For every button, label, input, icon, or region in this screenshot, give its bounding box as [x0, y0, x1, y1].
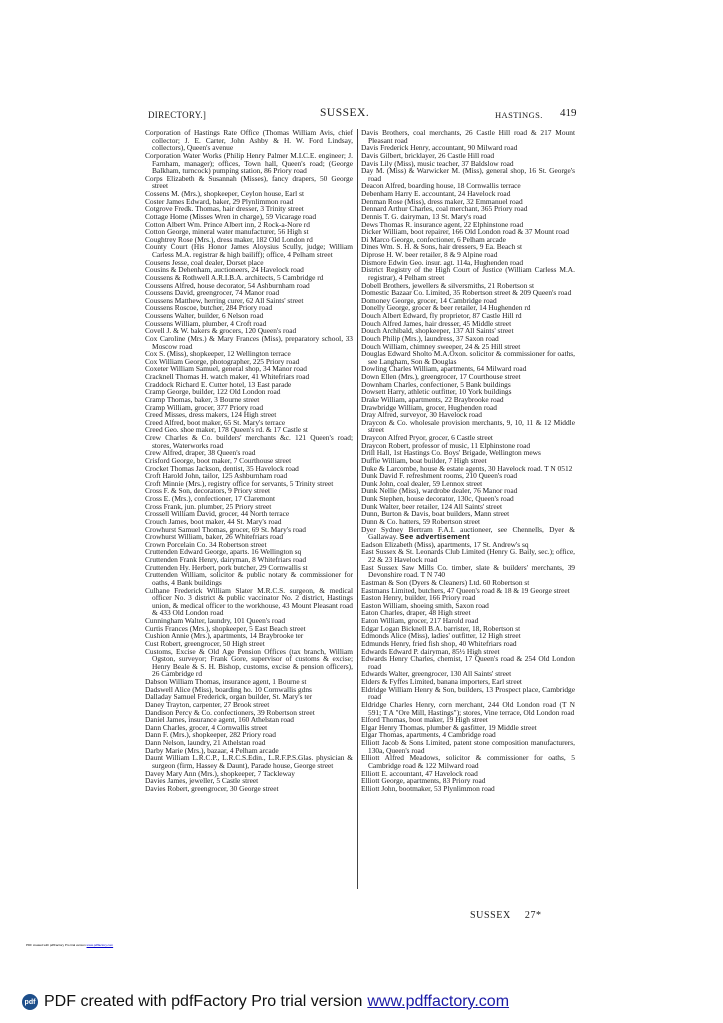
entry-text: East Sussex Saw Mills Co. timber, slate & builders' merchants, 39 Devonshire road. T N 740: [361, 562, 575, 580]
directory-entry: [145, 571, 353, 586]
entry-text: County Court (His Honor James Aloysius Scully, judge; William Carless M.A. registrar & high bailiff); office, 4 Pelham street: [145, 242, 353, 259]
pdffactory-link[interactable]: www.pdffactory.com: [367, 993, 510, 1010]
signature-county: SUSSEX: [470, 910, 511, 921]
page-number: 419: [560, 107, 577, 119]
entry-text: Dunk Stephen, house decorator, 130c, Queen's road: [361, 494, 514, 503]
entry-text: Cruttenden Edward George, aparts. 16 Wellington sq: [145, 547, 302, 557]
entry-text: Coussens William, plumber, 4 Croft road: [145, 318, 267, 328]
entry-text: Cox William George, photographer, 225 Priory road: [145, 356, 300, 366]
entry-text: Corps Elizabeth & Susannah (Misses), fancy drapers, 50 George street: [145, 173, 353, 191]
entry-text: Daunt William L.R.C.P., L.R.C.S.Edin., L.R.F.P.S.Glas. physician & surgeon (firm, Hassey & Daunt), Parade house, George street: [145, 753, 353, 770]
directory-entry: [145, 243, 353, 258]
entry-text: Cross F. & Son, decorators, 9 Priory street: [145, 486, 271, 496]
entry-text: Cushion Annie (Mrs.), apartments, 14 Braybrooke ter: [145, 631, 304, 641]
entry-text: Dines Wm. S. H. & Sons, hair dressers, 9 Ea. Beach st: [361, 242, 522, 252]
entry-text: Douch Philip (Mrs.), laundress, 37 Saxon road: [361, 333, 499, 343]
entry-text: Cunningham Walter, laundry, 101 Queen's road: [145, 616, 286, 625]
entry-text: Crossell William David, grocer, 44 North terrace: [145, 509, 290, 519]
entry-text: Cox Caroline (Mrs.) & Mary Frances (Miss), preparatory school, 33 Moscow road: [145, 333, 353, 351]
entry-text: Dobell Brothers, jewellers & silversmiths, 21 Robertson st: [361, 280, 535, 290]
entry-text: Debenham Harry E. accountant, 24 Havelock road: [361, 189, 511, 198]
entry-text: Cousens Jesse, coal dealer, Dorset place: [145, 257, 264, 267]
entry-text: Coussens Alfred, house decorator, 54 Ashburnham road: [145, 280, 310, 290]
entry-text: Dennard Arthur Charles, coal merchant, 365 Priory road: [361, 204, 528, 214]
entry-text: Douch William, chimney sweeper, 24 & 25 Hill street: [361, 341, 521, 351]
entry-text: Denman Rose (Miss), dress maker, 32 Emmanuel road: [361, 196, 523, 206]
entry-text: Easton William, shoeing smith, Saxon road: [361, 600, 489, 610]
entry-text: Dunk Nellie (Miss), wardrobe dealer, 76 Manor road: [361, 486, 518, 496]
entry-text: Dunn & Co. hatters, 59 Robertson street: [361, 516, 481, 526]
entry-text: Elliott George, apartments, 83 Priory road: [361, 776, 486, 786]
entry-text: Eldridge Charles Henry, corn merchant, 244 Old London road (T N 591; T A "Ore Mill, Hastings"); stores, Vine terrace, Old London road: [361, 699, 575, 717]
directory-entry: [361, 350, 575, 365]
entry-text: Drawbridge William, grocer, Hughenden road: [361, 402, 497, 412]
entry-text: Davies Robert, greengrocer, 30 George street: [145, 783, 279, 793]
running-head-town: HASTINGS.: [495, 110, 543, 120]
directory-column-left: [145, 129, 353, 792]
directory-entry: [361, 754, 575, 769]
entry-text: Cotton Albert Wm. Prince Albert inn, 2 Rock-a-Nore rd: [145, 219, 310, 229]
entry-text: Crisford George, boot maker, 7 Courthouse street: [145, 455, 292, 465]
entry-text: Dandison Percy & Co. confectioners, 39 Robertson street: [145, 707, 315, 717]
entry-text: Coussens & Rothwell A.R.I.B.A. architects, 5 Cambridge rd: [145, 272, 324, 282]
entry-text: Dunk David F. refreshment rooms, 210 Queen's road: [361, 471, 518, 481]
entry-text: Duffie William, boat builder, 7 High street: [361, 455, 487, 465]
directory-entry: [361, 701, 575, 716]
directory-entry: [145, 434, 353, 449]
entry-text: Coussens David, greengrocer, 74 Manor road: [145, 288, 280, 298]
entry-text: Douch Archibald, shopkeeper, 137 All Saints' street: [361, 326, 514, 336]
directory-entry: [361, 266, 575, 281]
entry-text: Eaton Charles, draper, 48 High street: [361, 608, 471, 618]
entry-text: Daniel James, insurance agent, 160 Athelstan road: [145, 715, 294, 725]
tiny-watermark-link[interactable]: www.pdffactory.com: [86, 943, 114, 947]
entry-text: Dunk Walter, beer retailer, 124 All Saints' street: [361, 501, 503, 511]
entry-text: Elliott John, bootmaker, 53 Plynlimmon road: [361, 783, 495, 793]
directory-entry: [361, 548, 575, 563]
entry-text: Cust Robert, greengrocer, 50 High street: [145, 638, 265, 648]
entry-text: Creed Geo. shoe maker, 178 Queen's rd. & 17 Castle st: [145, 425, 308, 435]
directory-column-right: [361, 129, 575, 792]
signature-sheet: 27*: [524, 910, 542, 921]
entry-text: Dray Alfred, surveyor, 30 Havelock road: [361, 410, 482, 420]
entry-text: Davis Frederick Henry, accountant, 90 Milward road: [361, 143, 518, 153]
entry-text: Craddock Richard E. Cutter hotel, 13 East parade: [145, 379, 292, 389]
entry-text: Crouch James, boot maker, 44 St. Mary's road: [145, 516, 282, 526]
entry-text: Creed Alfred, boot maker, 65 St. Mary's terrace: [145, 417, 286, 427]
entry-text: Dowsett Harry, athletic outfitter, 10 York buildings: [361, 387, 512, 397]
entry-text: Dennis T. G. dairyman, 13 St. Mary's road: [361, 211, 487, 221]
entry-text: Drake William, apartments, 22 Braybrooke road: [361, 394, 504, 404]
entry-text: Cruttenden Hy. Herbert, pork butcher, 29 Cornwallis st: [145, 562, 308, 572]
entry-text: Dalladay Samuel Frederick, organ builder, St. Mary's ter: [145, 692, 313, 702]
entry-text: Croft Minnie (Mrs.), registry office for servants, 5 Trinity street: [145, 478, 334, 488]
entry-text: Coughtrey Rose (Mrs.), dress maker, 182 Old London rd: [145, 234, 313, 244]
entry-text: Dicker William, boot repairer, 166 Old London road & 37 Mount road: [361, 227, 570, 237]
entry-text: Cracknell Thomas H. watch maker, 41 Whitefriars road: [145, 372, 310, 381]
directory-entry: [361, 739, 575, 754]
entry-text: Cousins & Dehenham, auctioneers, 24 Havelock road: [145, 265, 304, 275]
entry-text: Curtis Frances (Mrs.), shopkeeper, 5 East Beach street: [145, 623, 306, 633]
entry-text: Elders & Fyffes Limited, banana importers, Earl street: [361, 677, 522, 686]
entry-text: District Registry of the High Court of Justice (William Carless M.A. registrar), 4 Pelham street: [361, 265, 575, 282]
pdf-watermark-text: PDF created with pdfFactory Pro trial version: [44, 993, 363, 1010]
entry-text: Cossens M. (Mrs.), shopkeeper, Ceylon house, Earl st: [145, 189, 304, 198]
entry-text: Eastmans Limited, butchers, 47 Queen's road & 18 & 19 George street: [361, 585, 570, 595]
directory-entry: [361, 655, 575, 670]
entry-text: Day M. (Miss) & Warwicker M. (Miss), general shop, 16 St. George's road: [361, 166, 575, 183]
entry-text: Edmonds Alice (Miss), ladies' outfitter, 12 High street: [361, 631, 521, 641]
entry-text: Elgar Henry Thomas, plumber & gasfitter, 19 Middle street: [361, 722, 537, 732]
signature-mark: [470, 910, 542, 921]
column-divider: [357, 129, 358, 889]
entry-text: Coussens Matthew, herring curer, 62 All Saints' street: [145, 295, 304, 305]
entry-text: Cruttenden Frank Henry, dairyman, 8 Whitefriars road: [145, 555, 307, 564]
entry-text: Crocket Thomas Jackson, dentist, 35 Havelock road: [145, 463, 299, 473]
entry-text: Edwards Henry Charles, chemist, 17 Queen's road & 254 Old London road: [361, 654, 575, 671]
entry-text: Croft Harold John, tailor, 125 Ashburnham road: [145, 471, 288, 481]
entry-text: Cramp George, builder, 122 Old London road: [145, 387, 281, 397]
entry-text: Domestic Bazaar Co. Limited, 35 Robertson street & 209 Queen's road: [361, 288, 572, 298]
entry-text: Di Marco George, confectioner, 6 Pelham arcade: [361, 234, 506, 244]
entry-text: Elliott Alfred Meadows, solicitor & commissioner for oaths, 5 Cambridge road & 122 Milward road: [361, 753, 575, 770]
entry-text: Dann Nelson, laundry, 21 Athelstan road: [145, 738, 266, 747]
entry-text: Eldridge William Henry & Son, builders, 13 Prospect place, Cambridge road: [361, 684, 575, 702]
directory-entry: [361, 526, 575, 541]
directory-entry: [361, 129, 575, 144]
entry-text: Cross E. (Mrs.), confectioner, 17 Claremont: [145, 494, 276, 503]
entry-text: Dunk John, coal dealer, 59 Lennox street: [361, 478, 483, 488]
entry-text: Downham Charles, confectioner, 5 Bank buildings: [361, 379, 511, 389]
entry-text: Customs, Excise & Old Age Pension Offices (tax branch, William Ogston, surveyor; Frank Gore, supervisor of customs & excise; Henry Beale & S. H. Bishop, customs, excise & pension officers), 26 Cambridge rd: [145, 646, 353, 679]
entry-text: Drill Hall, 1st Hastings Co. Boys' Brigade, Wellington mews: [361, 448, 541, 458]
entry-text: Cruttenden William, solicitor & public notary & commissioner for oaths, 4 Bank buildings: [145, 570, 353, 587]
entry-text: Elford Thomas, boot maker, 19 High street: [361, 715, 488, 725]
entry-text: Cross Frank, jun. plumber, 25 Priory street: [145, 501, 272, 511]
advertisement-note: See advertisement: [399, 532, 470, 542]
entry-text: Cottage Home (Misses Wren in charge), 59 Vicarage road: [145, 211, 317, 221]
entry-text: Elgar Thomas, apartments, 4 Cambridge road: [361, 730, 496, 740]
entry-text: Dyer Sydney Bertram F.A.I. auctioneer, see Chennells, Dyer & Gallaway.: [361, 524, 575, 542]
entry-text: Dismore Edwin Geo. insur. agt. 114a, Hughenden road: [361, 257, 524, 267]
entry-text: Coster James Edward, baker, 29 Plynlimmon road: [145, 196, 294, 206]
entry-text: Davey Mary Ann (Mrs.), shopkeeper, 7 Tackleway: [145, 768, 295, 778]
entry-text: Crew Charles & Co. builders' merchants &c. 121 Queen's road; stores, Waterworks road: [145, 433, 353, 450]
entry-text: Eaton William, grocer, 217 Harold road: [361, 616, 479, 625]
running-head-county: SUSSEX.: [320, 107, 370, 119]
entry-text: Draycon Robert, professor of music, 11 Elphinstone road: [361, 440, 531, 450]
directory-entry: [361, 419, 575, 434]
entry-text: Dann F. (Mrs.), shopkeeper, 282 Priory road: [145, 730, 276, 740]
entry-text: Draycon & Co. wholesale provision merchants, 9, 10, 11 & 12 Middle street: [361, 417, 575, 435]
tiny-watermark: [26, 943, 113, 947]
entry-text: Edwards Edward P. dairyman, 85½ High street: [361, 646, 500, 656]
entry-text: Crew Alfred, draper, 38 Queen's road: [145, 448, 256, 458]
entry-text: Easton Henry, builder, 166 Priory road: [361, 593, 476, 603]
tiny-watermark-text: PDF created with pdfFactory Pro trial version: [26, 943, 86, 947]
entry-text: Cramp William, grocer, 377 Priory road: [145, 402, 264, 412]
entry-text: Down Ellen (Mrs.), greengrocer, 17 Courthouse street: [361, 372, 521, 381]
entry-text: Creed Misses, dress makers, 124 High street: [145, 410, 277, 420]
entry-text: Covell J. & W. bakers & grocers, 120 Queen's road: [145, 326, 297, 336]
directory-entry: [361, 564, 575, 579]
entry-text: Dadswell Alice (Miss), boarding ho. 10 Cornwallis gdns: [145, 684, 312, 694]
entry-text: Elliott Jacob & Sons Limited, patent stone composition manufacturers, 130a, Queen's road: [361, 738, 575, 755]
entry-text: Douglas Edward Sholto M.A.Oxon. solicitor & commissioner for oaths, see Langham, Son & Douglas: [361, 349, 575, 366]
entry-text: Edgar Logan Bicknell B.A. barrister, 18, Robertson st: [361, 623, 521, 633]
entry-text: Duke & Larcombe, house & estate agents, 30 Havelock road. T N 0512: [361, 463, 573, 473]
entry-text: Culhane Frederick William Slater M.R.C.S. surgeon, & medical officer No. 3 district & public vaccinator No. 2 district, Hastings union, & medical officer to the workhouse, 43 Mount Pleasant road & 433 Old London road: [145, 585, 353, 618]
entry-text: Corporation of Hastings Rate Office (Thomas William Avis, chief collector; J. E. Carter, John Ashby & H. W. Ford Lindsay, collectors), Queen's avenue: [145, 128, 353, 153]
entry-text: Daney Trayton, carpenter, 27 Brook street: [145, 699, 270, 709]
entry-text: Diprose H. W. beer retailer, 8 & 9 Alpine road: [361, 250, 498, 259]
entry-text: Coussens Roscoe, butcher, 284 Priory road: [145, 303, 273, 313]
pdf-watermark: [22, 993, 509, 1011]
entry-text: Edwards Walter, greengrocer, 130 All Saints' street: [361, 669, 512, 679]
running-head-left: DIRECTORY.]: [148, 110, 207, 120]
entry-text: Domoney George, grocer, 14 Cambridge road: [361, 295, 497, 305]
entry-text: Cox S. (Miss), shopkeeper, 12 Wellington terrace: [145, 349, 291, 359]
directory-entry: [361, 686, 575, 701]
pdffactory-logo-icon: pdf: [22, 994, 38, 1010]
directory-entry: [145, 335, 353, 350]
entry-text: Coussens Walter, builder, 6 Nelson road: [145, 311, 264, 320]
entry-text: Deacon Alfred, boarding house, 18 Cornwallis terrace: [361, 181, 521, 191]
entry-text: Davis Brothers, coal merchants, 26 Castle Hill road & 217 Mount Pleasant road: [361, 128, 575, 145]
entry-text: Davis Gilbert, bricklayer, 26 Castle Hill road: [361, 150, 495, 160]
entry-text: Elliott E. accountant, 47 Havelock road: [361, 768, 478, 778]
entry-text: Davis Lily (Miss), music teacher, 37 Baldslow road: [361, 158, 514, 168]
directory-entry: [145, 785, 353, 793]
entry-text: Dabson William Thomas, insurance agent, 1 Bourne st: [145, 677, 307, 686]
entry-text: Cramp Thomas, baker, 3 Bourne street: [145, 394, 260, 404]
entry-text: Dunn, Burton & Davis, boat builders, Mann street: [361, 509, 510, 519]
directory-entry: [145, 754, 353, 769]
entry-text: Corporation Water Works (Philip Henry Palmer M.I.C.E. engineer; J. Farnham, manager); offices, Town hall, Queen's road; (George Balkham, turncock) pumping station, 86 Priory road: [145, 150, 353, 176]
directory-entry: [361, 167, 575, 182]
directory-entry: [145, 648, 353, 679]
entry-text: Coxeter William Samuel, general shop, 34 Manor road: [145, 364, 307, 374]
entry-text: Eadson Elizabeth (Miss), apartments, 17 St. Andrew's sq: [361, 539, 529, 549]
directory-entry: [361, 785, 575, 793]
entry-text: Cotton George, mineral water manufacturer, 56 High st: [145, 227, 309, 237]
directory-entry: [145, 129, 353, 152]
entry-text: Darby Marie (Mrs.), bazaar, 4 Pelham arcade: [145, 745, 279, 755]
entry-text: Dews Thomas R. insurance agent, 22 Elphinstone road: [361, 219, 524, 229]
entry-text: Crowhurst Samuel Thomas, grocer, 69 St. Mary's road: [145, 524, 307, 534]
entry-text: Donelly George, grocer & beer retailer, 14 Hughenden rd: [361, 303, 531, 313]
entry-text: Dann Charles, grocer, 4 Cornwallis street: [145, 722, 268, 732]
entry-text: Crowhurst William, baker, 26 Whitefriars road: [145, 532, 284, 542]
entry-text: Draycon Alfred Pryor, grocer, 6 Castle street: [361, 433, 493, 442]
entry-text: Cotgrove Fredk. Thomas, hair dresser, 3 Trinity street: [145, 204, 304, 214]
entry-text: Dowling Charles William, apartments, 64 Milward road: [361, 364, 527, 374]
directory-entry: [145, 587, 353, 618]
entry-text: Douch Albert Edward, fly proprietor, 87 Castle Hill rd: [361, 311, 522, 320]
entry-text: Crown Porcelain Co. 34 Robertson street: [145, 539, 267, 549]
directory-entry: [145, 152, 353, 175]
entry-text: Davies James, jeweller, 5 Castle street: [145, 776, 259, 786]
entry-text: Douch Alfred James, hair dresser, 45 Middle street: [361, 318, 512, 328]
entry-text: Eastman & Son (Dyers & Cleaners) Ltd. 60 Robertson st: [361, 577, 530, 587]
entry-text: East Sussex & St. Leonards Club Limited (Henry G. Baily, sec.); office, 22 & 23 Havelock road: [361, 547, 575, 564]
entry-text: Edmunds Henry, fried fish shop, 40 Whitefriars road: [361, 638, 517, 648]
directory-entry: [145, 175, 353, 190]
